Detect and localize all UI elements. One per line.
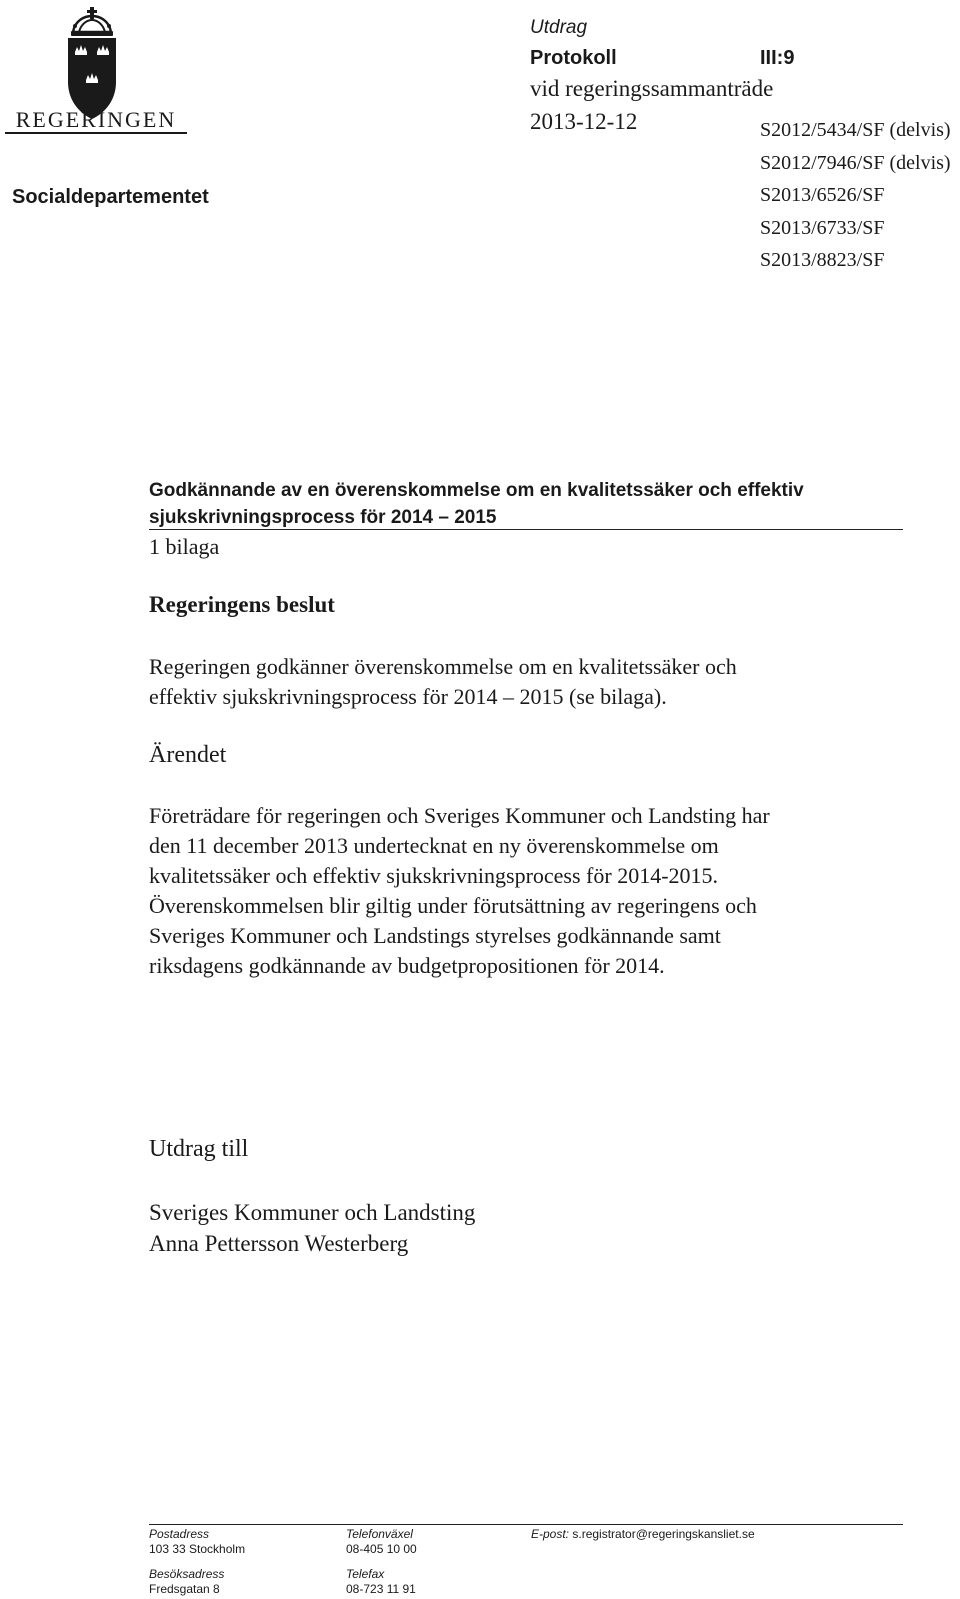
case-line: Sveriges Kommuner och Landstings styrelses godkännande samt bbox=[149, 923, 721, 948]
logo-wordmark: REGERINGEN bbox=[15, 107, 177, 132]
visit-label: Besöksadress bbox=[149, 1567, 225, 1581]
matter-title-line: Godkännande av en överenskommelse om en kvalitetssäker och effektiv bbox=[149, 480, 804, 501]
protocol-label: Protokoll bbox=[530, 47, 617, 69]
recipient: Sveriges Kommuner och Landsting bbox=[149, 1200, 476, 1225]
recipient: Anna Pettersson Westerberg bbox=[149, 1231, 409, 1256]
case-line: Företrädare för regeringen och Sveriges Kommuner och Landsting har bbox=[149, 803, 770, 828]
department-name: Socialdepartementet bbox=[12, 186, 209, 208]
decision-heading: Regeringens beslut bbox=[149, 592, 335, 617]
email-label: E-post: bbox=[531, 1527, 570, 1541]
meeting-type: vid regeringssammanträde bbox=[530, 76, 774, 101]
regeringen-logo bbox=[5, 2, 187, 137]
switchboard-value: 08-405 10 00 bbox=[346, 1542, 417, 1556]
case-heading: Ärendet bbox=[149, 742, 227, 768]
decision-line: Regeringen godkänner överenskommelse om en kvalitetssäker och bbox=[149, 654, 737, 679]
visit-value: Fredsgatan 8 bbox=[149, 1582, 220, 1596]
fax-value: 08-723 11 91 bbox=[346, 1582, 416, 1596]
matter-title bbox=[149, 477, 804, 531]
attachment-count: 1 bilaga bbox=[149, 534, 220, 559]
fax-label: Telefax bbox=[346, 1567, 385, 1581]
extract-recipients bbox=[149, 1197, 475, 1259]
protocol-number: III:9 bbox=[760, 47, 795, 69]
coat-of-arms-icon bbox=[5, 2, 187, 137]
case-line: kvalitetssäker och effektiv sjukskrivningsprocess för 2014-2015. bbox=[149, 863, 719, 888]
extract-label: Utdrag bbox=[530, 17, 588, 38]
reference-list bbox=[760, 114, 951, 277]
title-divider bbox=[149, 529, 903, 530]
case-line: Överenskommelsen blir giltig under förutsättning av regeringens och bbox=[149, 893, 757, 918]
postal-label: Postadress bbox=[149, 1527, 210, 1541]
footer-divider bbox=[149, 1524, 903, 1525]
footer-postal bbox=[149, 1527, 245, 1557]
reference-number: S2012/5434/SF (delvis) bbox=[760, 119, 951, 141]
meeting-date: 2013-12-12 bbox=[530, 109, 638, 134]
postal-value: 103 33 Stockholm bbox=[149, 1542, 246, 1556]
footer-email bbox=[531, 1527, 755, 1542]
case-line: den 11 december 2013 undertecknat en ny överenskommelse om bbox=[149, 833, 719, 858]
footer-switchboard bbox=[346, 1527, 417, 1557]
decision-text bbox=[149, 652, 737, 712]
switchboard-label: Telefonväxel bbox=[346, 1527, 413, 1541]
reference-number: S2012/7946/SF (delvis) bbox=[760, 151, 951, 174]
reference-number: S2013/6733/SF bbox=[760, 216, 885, 239]
footer-fax bbox=[346, 1567, 416, 1597]
footer-visit bbox=[149, 1567, 224, 1597]
case-line: riksdagens godkännande av budgetpropositionen för 2014. bbox=[149, 953, 665, 978]
matter-title-line: sjukskrivningsprocess för 2014 – 2015 bbox=[149, 507, 497, 528]
reference-number: S2013/8823/SF bbox=[760, 249, 885, 271]
email-link[interactable]: s.registrator@regeringskansliet.se bbox=[572, 1527, 755, 1541]
reference-number: S2013/6526/SF bbox=[760, 184, 885, 206]
case-text bbox=[149, 801, 770, 981]
decision-line: effektiv sjukskrivningsprocess för 2014 – 2015 (se bilaga). bbox=[149, 684, 667, 709]
extract-to-heading: Utdrag till bbox=[149, 1136, 249, 1162]
